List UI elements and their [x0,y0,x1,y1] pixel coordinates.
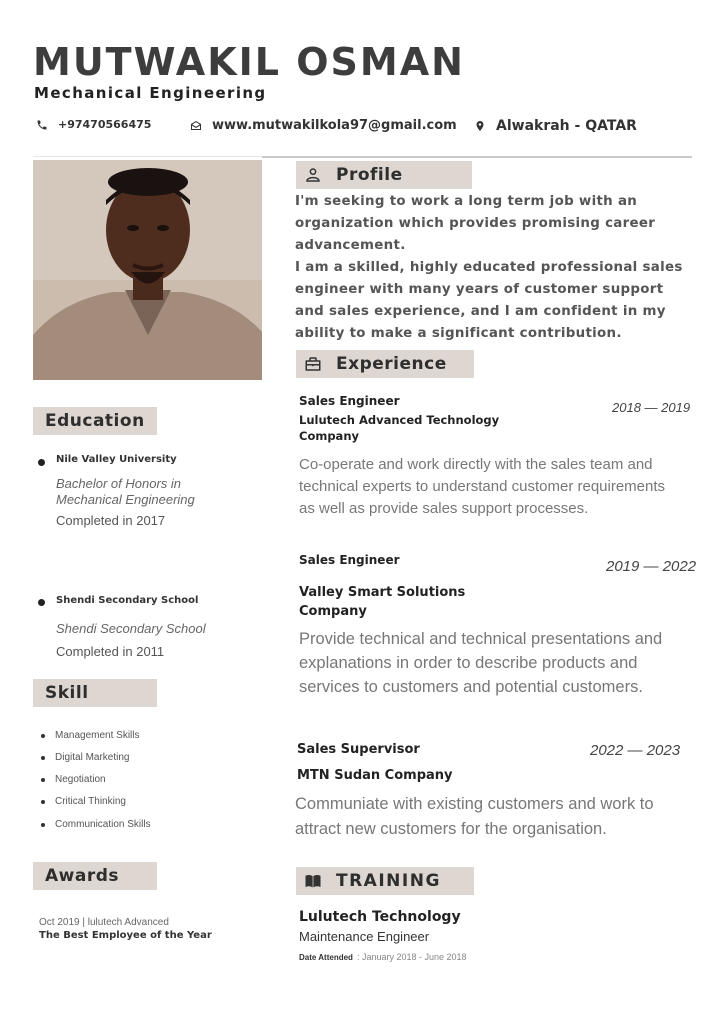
envelope-icon [190,120,202,132]
job-description: Co-operate and work directly with the sales team and technical experts to understand customer requirements as well as provide sales support processes. [299,456,666,517]
resume-title: Mechanical Engineering [34,84,267,102]
training-date-range: : January 2018 - June 2018 [356,952,467,962]
job-dates: 2019 — 2022 [606,558,697,575]
user-icon [304,166,322,184]
location-text: Alwakrah - QATAR [496,118,637,134]
bullet-dot [41,778,45,782]
education-completed: Completed in 2017 [56,513,166,528]
profile-photo [33,160,262,380]
header-divider-left [33,156,263,157]
job-title: Sales Supervisor [297,742,420,757]
skill-heading: Skill [33,679,157,707]
job-company: MTN Sudan Company [297,768,453,783]
award-date-org: Oct 2019 | lulutech Advanced [39,917,169,928]
job-company: Valley Smart Solutions Company [299,585,466,619]
education-degree: Bachelor of Honors in Mechanical Engineering [56,476,195,507]
skill-label: Critical Thinking [55,796,126,807]
education-school: Shendi Secondary School [56,595,199,606]
job-company: Lulutech Advanced Technology Company [299,413,500,443]
skill-label: Management Skills [55,730,140,741]
phone-text: +97470566475 [58,118,152,131]
training-role: Maintenance Engineer [299,929,430,944]
job-title: Sales Engineer [299,394,400,408]
education-bullet [38,599,45,606]
skill-item [41,730,139,741]
award-title: The Best Employee of the Year [39,930,212,941]
email-text: www.mutwakilkola97@gmail.com [212,118,457,133]
book-icon [304,872,322,890]
bullet-dot [41,756,45,760]
skill-item [41,819,151,830]
bullet-dot [41,823,45,827]
profile-heading-label: Profile [336,165,403,185]
job-title: Sales Engineer [299,553,400,567]
bullet-dot [41,800,45,804]
resume-name: MUTWAKIL OSMAN [33,40,465,84]
job-dates: 2022 — 2023 [590,742,681,759]
briefcase-icon [304,355,322,373]
job-description: Provide technical and technical presentations and explanations in order to describe products and services to customers and potential customers. [299,630,663,696]
skill-item [41,796,126,807]
awards-heading: Awards [33,862,157,890]
training-dates-row [299,952,467,962]
education-completed: Completed in 2011 [56,644,165,659]
education-school: Nile Valley University [56,454,177,465]
skill-item [41,774,106,785]
skill-label: Digital Marketing [55,752,130,763]
education-degree: Shendi Secondary School [56,621,206,636]
training-heading-label: TRAINING [336,871,441,891]
profile-paragraph: I am a skilled, highly educated professional sales engineer with many years of customer support and sales experience, and I am confident in my ability to make a significant contribution. [295,260,683,341]
experience-heading-label: Experience [336,354,447,374]
contact-location [474,118,637,134]
profile-heading [296,161,472,189]
skill-label: Negotiation [55,774,106,785]
profile-summary [295,191,690,345]
education-heading: Education [33,407,157,435]
skill-item [41,752,129,763]
contact-phone [36,118,151,131]
skill-label: Communication Skills [55,819,151,830]
header-divider-right [262,156,692,158]
job-dates: 2018 — 2019 [612,400,691,415]
job-description: Communiate with existing customers and work to attract new customers for the organisation. [295,795,654,838]
person-photo-illustration [33,160,262,380]
phone-icon [36,119,48,131]
education-bullet [38,459,45,466]
map-pin-icon [474,120,486,132]
training-heading [296,867,474,895]
training-organization: Lulutech Technology [299,909,461,925]
training-date-label: Date Attended [299,953,353,962]
contact-email [190,118,457,133]
profile-paragraph: I'm seeking to work a long term job with an organization which provides promising career advancement. [295,194,656,253]
experience-heading [296,350,474,378]
bullet-dot [41,734,45,738]
